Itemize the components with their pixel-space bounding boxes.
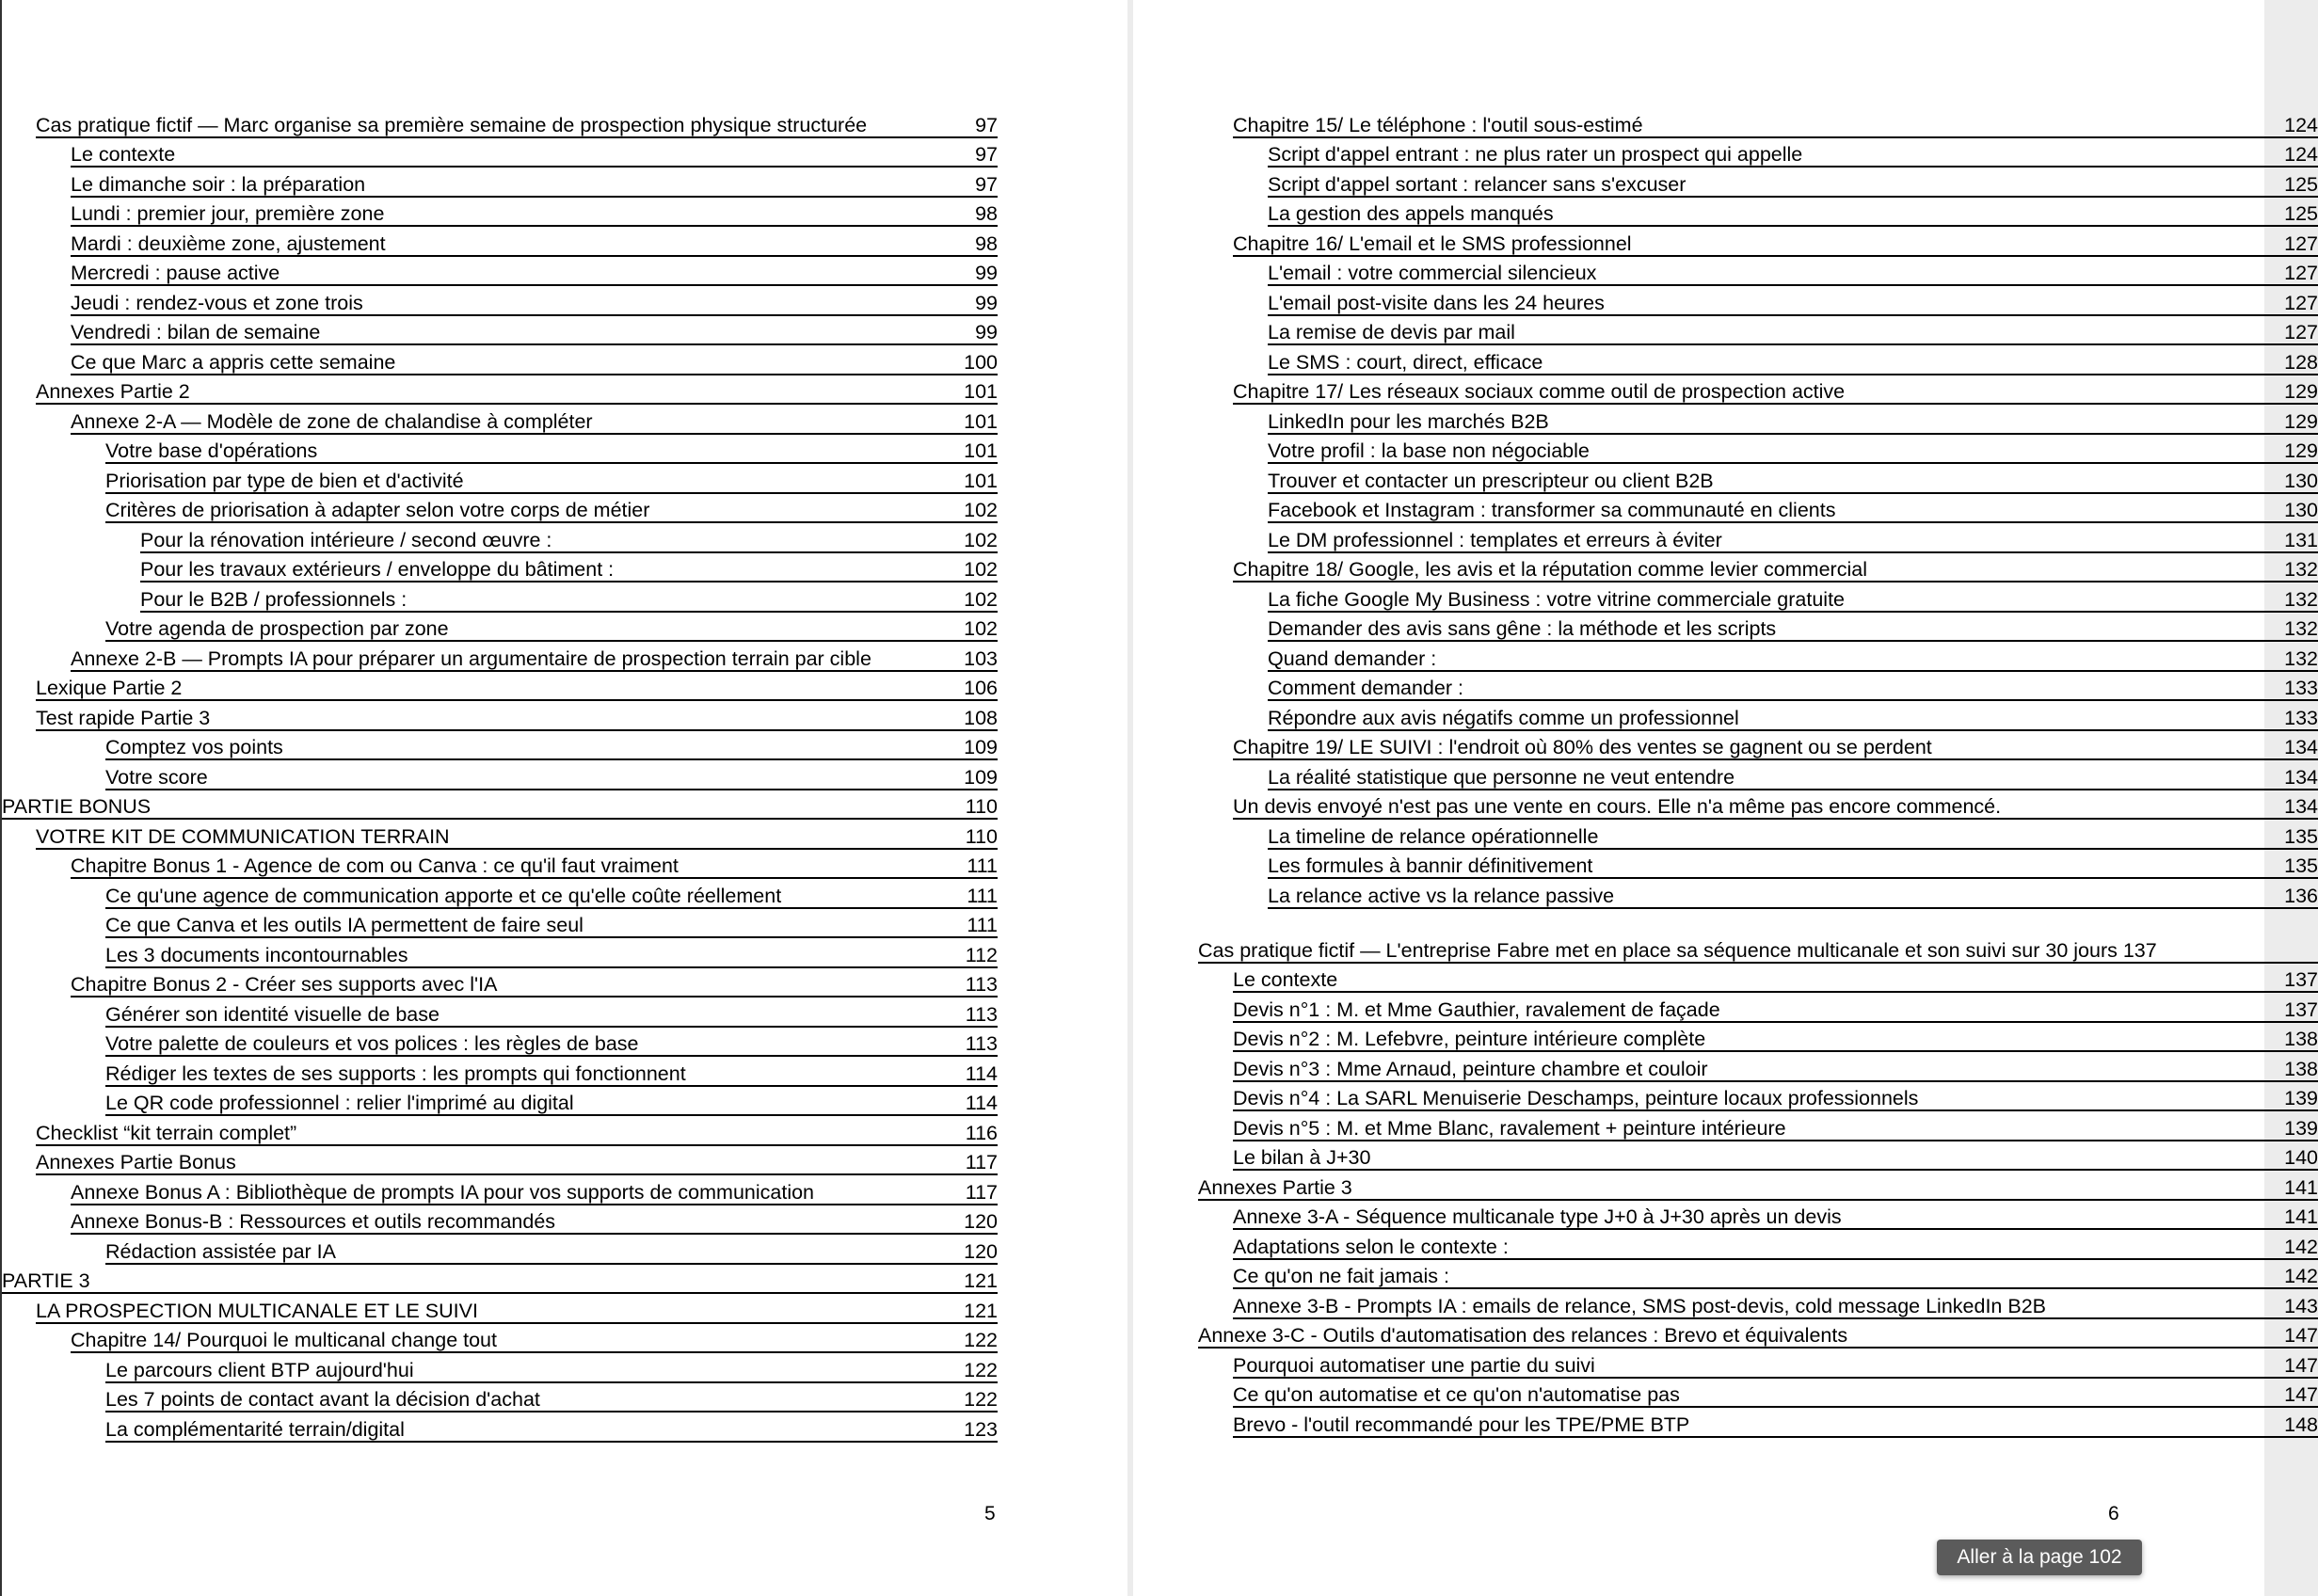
toc-entry[interactable] xyxy=(2,793,998,823)
toc-entry-title: Le parcours client BTP aujourd'hui xyxy=(105,1358,414,1381)
toc-entry[interactable] xyxy=(2,200,998,231)
toc-entry[interactable] xyxy=(1164,111,2318,141)
toc-entry-page: 135 xyxy=(2284,824,2318,848)
toc-entry-title: Devis n°5 : M. et Mme Blanc, ravalement + peinture intérieure xyxy=(1233,1116,1786,1140)
toc-entry[interactable] xyxy=(1164,1351,2318,1381)
toc-entry-title: Demander des avis sans gêne : la méthode et les scripts xyxy=(1268,617,1777,640)
toc-entry[interactable] xyxy=(2,1297,998,1327)
toc-entry-page: 122 xyxy=(964,1388,998,1411)
toc-entry[interactable] xyxy=(2,407,998,438)
toc-entry[interactable] xyxy=(1164,675,2318,705)
toc-entry-page: 122 xyxy=(964,1329,998,1351)
toc-entry[interactable] xyxy=(1164,170,2318,200)
toc-entry-title: Comptez vos points xyxy=(105,736,283,758)
toc-entry-page: 127 xyxy=(2284,291,2318,314)
toc-entry-title: La réalité statistique que personne ne veut entendre xyxy=(1268,765,1735,789)
toc-entry-page: 147 xyxy=(2284,1324,2318,1347)
toc-entry-page: 99 xyxy=(975,291,998,314)
toc-entry-page: 147 xyxy=(2284,1383,2318,1406)
toc-entry[interactable] xyxy=(2,467,998,497)
toc-entry-page: 132 xyxy=(2284,646,2318,670)
toc-entry-page: 120 xyxy=(964,1239,998,1263)
toc-entry-title: Annexe 3-B - Prompts IA : emails de relance, SMS post-devis, cold message LinkedIn B2B xyxy=(1233,1294,2046,1317)
toc-entry[interactable] xyxy=(1164,1144,2318,1174)
toc-entry-title: Ce qu'on ne fait jamais : xyxy=(1233,1265,1449,1287)
toc-entry[interactable] xyxy=(1164,793,2318,823)
toc-entry-title: Votre base d'opérations xyxy=(105,439,318,462)
toc-entry-page: 143 xyxy=(2284,1294,2318,1317)
toc-entry[interactable] xyxy=(1164,289,2318,319)
toc-entry-title: Critères de priorisation à adapter selon votre corps de métier xyxy=(105,499,650,521)
table-of-contents-left xyxy=(2,111,998,1445)
toc-entry-title: Générer son identité visuelle de base xyxy=(105,1002,440,1026)
toc-entry-page: 127 xyxy=(2284,231,2318,255)
toc-entry-title: Chapitre 16/ L'email et le SMS professionnel xyxy=(1233,231,1632,255)
toc-entry[interactable] xyxy=(2,853,998,883)
toc-entry-title: LinkedIn pour les marchés B2B xyxy=(1268,409,1549,433)
toc-entry[interactable] xyxy=(1164,1381,2318,1412)
toc-entry-title: Annexe 2-B — Prompts IA pour préparer un argumentaire de prospection terrain par cible xyxy=(71,646,871,670)
toc-entry-page: 129 xyxy=(2284,409,2318,433)
toc-entry[interactable] xyxy=(1164,556,2318,586)
toc-entry-page: 101 xyxy=(964,469,998,492)
toc-entry-title: Le contexte xyxy=(71,143,176,166)
toc-entry-title: Cas pratique fictif — Marc organise sa première semaine de prospection physique structurée xyxy=(36,113,868,136)
toc-entry-page: 114 xyxy=(965,1061,998,1085)
toc-entry-title: Annexes Partie 3 xyxy=(1198,1175,1352,1199)
toc-entry-title: Annexe 3-C - Outils d'automatisation des relances : Brevo et équivalents xyxy=(1198,1324,1848,1347)
toc-entry-title: La timeline de relance opérationnelle xyxy=(1268,824,1599,848)
page-number: 5 xyxy=(984,1503,996,1524)
toc-entry-title: Chapitre Bonus 1 - Agence de com ou Canva : ce qu'il faut vraiment xyxy=(71,854,679,877)
toc-entry[interactable] xyxy=(2,1356,998,1386)
toc-entry[interactable] xyxy=(1164,882,2318,912)
document-page-left xyxy=(0,0,1127,1596)
toc-entry-title: Trouver et contacter un prescripteur ou client B2B xyxy=(1268,469,1714,492)
toc-entry[interactable] xyxy=(2,971,998,1001)
toc-entry-title: Pour le B2B / professionnels : xyxy=(140,587,408,611)
toc-entry[interactable] xyxy=(1164,407,2318,438)
toc-entry[interactable] xyxy=(2,763,998,793)
toc-entry[interactable] xyxy=(2,289,998,319)
toc-entry-page: 99 xyxy=(975,262,998,284)
toc-entry-page: 121 xyxy=(964,1269,998,1292)
toc-entry-title: La relance active vs la relance passive xyxy=(1268,884,1615,907)
toc-entry[interactable] xyxy=(1164,1026,2318,1056)
toc-entry[interactable] xyxy=(1164,1173,2318,1204)
toc-entry-title: Le bilan à J+30 xyxy=(1233,1146,1371,1169)
toc-entry-title: Mardi : deuxième zone, ajustement xyxy=(71,231,386,255)
toc-entry[interactable] xyxy=(2,378,998,408)
toc-entry-title: Le DM professionnel : templates et erreurs à éviter xyxy=(1268,528,1722,551)
toc-entry-page: 135 xyxy=(2284,854,2318,877)
toc-entry-page: 113 xyxy=(965,1032,998,1055)
toc-entry[interactable] xyxy=(2,319,998,349)
toc-entry[interactable] xyxy=(1164,1055,2318,1085)
toc-entry-title: Votre profil : la base non négociable xyxy=(1268,439,1590,462)
toc-entry-title: Le dimanche soir : la préparation xyxy=(71,172,366,196)
toc-entry-title: Facebook et Instagram : transformer sa communauté en clients xyxy=(1268,499,1836,521)
toc-entry[interactable] xyxy=(2,141,998,171)
toc-entry-page: 102 xyxy=(964,587,998,611)
table-of-contents-right xyxy=(1164,111,2318,1441)
toc-entry-page: 97 xyxy=(975,113,998,136)
toc-entry-page: 124 xyxy=(2284,143,2318,166)
toc-entry-title: Les 7 points de contact avant la décision d'achat xyxy=(105,1388,540,1411)
toc-entry-title: Chapitre 14/ Pourquoi le multicanal change tout xyxy=(71,1329,497,1351)
toc-entry[interactable] xyxy=(1164,615,2318,646)
toc-entry[interactable] xyxy=(2,1178,998,1208)
toc-entry-title: PARTIE BONUS xyxy=(2,795,152,818)
toc-entry-title: Votre palette de couleurs et vos polices : les règles de base xyxy=(105,1032,639,1055)
toc-entry-title: Ce qu'une agence de communication apporte et ce qu'elle coûte réellement xyxy=(105,884,782,907)
toc-entry[interactable] xyxy=(1164,1114,2318,1144)
toc-entry[interactable] xyxy=(1164,141,2318,171)
toc-entry-title: Lundi : premier jour, première zone xyxy=(71,202,385,225)
toc-entry-page: 113 xyxy=(965,973,998,996)
toc-entry[interactable] xyxy=(1164,1204,2318,1234)
toc-entry-title: Annexes Partie 2 xyxy=(36,380,190,403)
toc-entry[interactable] xyxy=(2,230,998,260)
toc-entry-page: 97 xyxy=(975,143,998,166)
toc-entry-title: Script d'appel entrant : ne plus rater un prospect qui appelle xyxy=(1268,143,1803,166)
toc-entry-page: 139 xyxy=(2284,1116,2318,1140)
toc-entry-page: 125 xyxy=(2284,202,2318,225)
toc-entry-page: 130 xyxy=(2284,499,2318,521)
toc-entry[interactable] xyxy=(1164,966,2318,997)
toc-entry-title: Ce que Marc a appris cette semaine xyxy=(71,350,396,374)
toc-entry[interactable] xyxy=(1164,1263,2318,1293)
toc-entry-page: 122 xyxy=(964,1358,998,1381)
toc-entry[interactable] xyxy=(2,1090,998,1120)
toc-entry-page: 123 xyxy=(964,1417,998,1441)
toc-entry[interactable] xyxy=(1164,996,2318,1026)
toc-entry-title: Priorisation par type de bien et d'activité xyxy=(105,469,464,492)
toc-entry-title: Pour les travaux extérieurs / enveloppe du bâtiment : xyxy=(140,558,615,581)
toc-entry[interactable] xyxy=(2,675,998,705)
toc-entry-page: 140 xyxy=(2284,1146,2318,1169)
toc-entry-page: 132 xyxy=(2284,558,2318,581)
toc-entry-page: 108 xyxy=(964,706,998,729)
toc-entry[interactable] xyxy=(2,170,998,200)
toc-entry[interactable] xyxy=(2,734,998,764)
toc-entry-title: Annexe Bonus A : Bibliothèque de prompts IA pour vos supports de communication xyxy=(71,1180,815,1204)
toc-entry-page: 111 xyxy=(967,884,998,907)
toc-entry[interactable] xyxy=(2,1268,998,1298)
toc-entry-page: 132 xyxy=(2284,587,2318,611)
toc-entry[interactable] xyxy=(2,260,998,290)
toc-entry-page: 101 xyxy=(964,439,998,462)
toc-entry-title: Checklist “kit terrain complet” xyxy=(36,1121,297,1144)
toc-entry-title: Script d'appel sortant : relancer sans s'excuser xyxy=(1268,172,1687,196)
go-to-page-tooltip: Aller à la page 102 xyxy=(1937,1540,2142,1575)
toc-entry-page: 121 xyxy=(964,1299,998,1322)
toc-entry[interactable] xyxy=(2,111,998,141)
toc-entry-title: Lexique Partie 2 xyxy=(36,677,183,699)
toc-entry-title: Chapitre 17/ Les réseaux sociaux comme outil de prospection active xyxy=(1233,380,1846,403)
toc-entry[interactable] xyxy=(2,704,998,734)
toc-entry-page: 106 xyxy=(964,677,998,699)
toc-entry[interactable] xyxy=(2,615,998,646)
toc-entry-page: 134 xyxy=(2284,736,2318,758)
toc-entry[interactable] xyxy=(2,526,998,556)
toc-entry-page: 100 xyxy=(964,350,998,374)
toc-entry-title: Quand demander : xyxy=(1268,646,1437,670)
toc-entry-title: LA PROSPECTION MULTICANALE ET LE SUIVI xyxy=(36,1299,478,1322)
toc-entry-page: 110 xyxy=(965,795,998,818)
toc-entry-title: Annexes Partie Bonus xyxy=(36,1151,236,1173)
toc-entry[interactable] xyxy=(2,1327,998,1357)
toc-entry[interactable] xyxy=(1164,526,2318,556)
toc-entry[interactable] xyxy=(2,1119,998,1149)
toc-entry-title: Adaptations selon le contexte : xyxy=(1233,1235,1509,1258)
toc-entry-page: 116 xyxy=(965,1121,998,1144)
toc-entry-page: 117 xyxy=(965,1180,998,1204)
toc-entry-page: 137 xyxy=(2284,968,2318,991)
toc-entry-title: Le QR code professionnel : relier l'imprimé au digital xyxy=(105,1092,574,1114)
toc-entry[interactable] xyxy=(1164,200,2318,231)
toc-entry-title: Vendredi : bilan de semaine xyxy=(71,321,321,343)
toc-entry-title: Rédaction assistée par IA xyxy=(105,1239,336,1263)
toc-entry[interactable] xyxy=(1164,1085,2318,1115)
toc-entry-title: La fiche Google My Business : votre vitrine commerciale gratuite xyxy=(1268,587,1846,611)
toc-entry[interactable] xyxy=(1164,763,2318,793)
toc-entry-page: 133 xyxy=(2284,706,2318,729)
toc-entry[interactable] xyxy=(2,645,998,675)
toc-entry-page: 127 xyxy=(2284,262,2318,284)
toc-entry-title: Pour la rénovation intérieure / second œuvre : xyxy=(140,528,552,551)
toc-entry-page: 129 xyxy=(2284,380,2318,403)
toc-entry-title: Jeudi : rendez-vous et zone trois xyxy=(71,291,363,314)
toc-entry-title: Rédiger les textes de ses supports : les prompts qui fonctionnent xyxy=(105,1061,686,1085)
toc-entry[interactable] xyxy=(1164,319,2318,349)
toc-entry-title: Ce qu'on automatise et ce qu'on n'automatise pas xyxy=(1233,1383,1680,1406)
toc-entry-title: VOTRE KIT DE COMMUNICATION TERRAIN xyxy=(36,824,450,848)
toc-entry-title: Chapitre 19/ LE SUIVI : l'endroit où 80% des ventes se gagnent ou se perdent xyxy=(1233,736,1932,758)
toc-entry[interactable] xyxy=(1164,734,2318,764)
toc-entry-title: Cas pratique fictif — L'entreprise Fabre met en place sa séquence multicanale et son suivi sur 30 jours 137 xyxy=(1198,938,2157,962)
toc-entry-page: 97 xyxy=(975,172,998,196)
toc-entry-title: Répondre aux avis négatifs comme un professionnel xyxy=(1268,706,1739,729)
toc-entry-title: Devis n°2 : M. Lefebvre, peinture intérieure complète xyxy=(1233,1028,1706,1050)
toc-entry-page: 98 xyxy=(975,231,998,255)
toc-entry[interactable] xyxy=(1164,1233,2318,1263)
toc-entry-title: Ce que Canva et les outils IA permettent de faire seul xyxy=(105,914,583,936)
toc-entry-page: 138 xyxy=(2284,1028,2318,1050)
toc-entry-title: Chapitre Bonus 2 - Créer ses supports avec l'IA xyxy=(71,973,498,996)
toc-entry-title: Comment demander : xyxy=(1268,677,1463,699)
toc-entry-page: 125 xyxy=(2284,172,2318,196)
toc-entry-page: 110 xyxy=(965,824,998,848)
toc-entry[interactable] xyxy=(1164,1292,2318,1322)
toc-entry-page: 133 xyxy=(2284,677,2318,699)
toc-entry[interactable] xyxy=(1164,378,2318,408)
toc-entry-page: 109 xyxy=(964,765,998,789)
toc-entry-title: Le contexte xyxy=(1233,968,1338,991)
toc-entry[interactable] xyxy=(2,1000,998,1030)
toc-entry[interactable] xyxy=(1164,822,2318,853)
toc-entry-title: L'email : votre commercial silencieux xyxy=(1268,262,1597,284)
toc-entry[interactable] xyxy=(1164,645,2318,675)
toc-entry-page: 98 xyxy=(975,202,998,225)
toc-entry-page: 111 xyxy=(967,914,998,936)
toc-entry-title: Chapitre 18/ Google, les avis et la réputation comme levier commercial xyxy=(1233,558,1867,581)
toc-entry-page: 124 xyxy=(2284,113,2318,136)
toc-entry-page: 137 xyxy=(2284,998,2318,1021)
toc-entry-page: 142 xyxy=(2284,1265,2318,1287)
toc-entry[interactable] xyxy=(2,1415,998,1445)
toc-entry[interactable] xyxy=(2,1060,998,1090)
toc-entry-page: 132 xyxy=(2284,617,2318,640)
toc-entry[interactable] xyxy=(2,497,998,527)
page-number: 6 xyxy=(2108,1503,2119,1524)
toc-entry[interactable] xyxy=(2,1149,998,1179)
toc-entry-title: Mercredi : pause active xyxy=(71,262,280,284)
toc-entry[interactable] xyxy=(2,941,998,971)
document-page-right xyxy=(1133,0,2318,1596)
toc-entry-title: Devis n°1 : M. et Mme Gauthier, ravalement de façade xyxy=(1233,998,1720,1021)
toc-entry-title: Votre score xyxy=(105,765,208,789)
toc-entry-title: L'email post-visite dans les 24 heures xyxy=(1268,291,1605,314)
toc-entry[interactable] xyxy=(2,1208,998,1238)
toc-entry-page: 141 xyxy=(2284,1205,2318,1228)
toc-entry-title: Test rapide Partie 3 xyxy=(36,706,211,729)
toc-entry[interactable] xyxy=(1164,853,2318,883)
toc-entry-page: 102 xyxy=(964,528,998,551)
toc-entry-page: 138 xyxy=(2284,1057,2318,1080)
toc-entry-page: 120 xyxy=(964,1210,998,1233)
toc-entry-title: Annexe Bonus-B : Ressources et outils recommandés xyxy=(71,1210,556,1233)
toc-entry-title: Devis n°4 : La SARL Menuiserie Deschamps, peinture locaux professionnels xyxy=(1233,1087,1919,1109)
toc-entry-page: 117 xyxy=(965,1151,998,1173)
toc-entry[interactable] xyxy=(2,438,998,468)
toc-entry[interactable] xyxy=(1164,348,2318,378)
toc-entry-page: 103 xyxy=(964,646,998,670)
toc-entry-page: 142 xyxy=(2284,1235,2318,1258)
toc-entry-page: 102 xyxy=(964,499,998,521)
toc-entry-page: 112 xyxy=(965,943,998,966)
toc-entry-page: 129 xyxy=(2284,439,2318,462)
toc-entry[interactable] xyxy=(2,822,998,853)
toc-entry-title: Le SMS : court, direct, efficace xyxy=(1268,350,1543,374)
toc-entry-title: La gestion des appels manqués xyxy=(1268,202,1554,225)
toc-entry-title: La complémentarité terrain/digital xyxy=(105,1417,405,1441)
toc-entry-page: 147 xyxy=(2284,1353,2318,1377)
toc-entry-page: 136 xyxy=(2284,884,2318,907)
toc-entry-title: Chapitre 15/ Le téléphone : l'outil sous-estimé xyxy=(1233,113,1643,136)
toc-entry-page: 127 xyxy=(2284,321,2318,343)
toc-entry-title: Votre agenda de prospection par zone xyxy=(105,617,449,640)
toc-entry[interactable] xyxy=(2,556,998,586)
toc-entry-page: 130 xyxy=(2284,469,2318,492)
toc-entry-page: 101 xyxy=(964,409,998,433)
toc-entry-page: 101 xyxy=(964,380,998,403)
toc-entry-page: 139 xyxy=(2284,1087,2318,1109)
toc-entry-page: 134 xyxy=(2284,795,2318,818)
toc-entry-page: 111 xyxy=(967,854,998,877)
toc-entry[interactable] xyxy=(2,1386,998,1416)
toc-entry-page: 128 xyxy=(2284,350,2318,374)
toc-entry[interactable] xyxy=(2,1030,998,1061)
toc-entry-page: 102 xyxy=(964,558,998,581)
toc-entry-title: Devis n°3 : Mme Arnaud, peinture chambre et couloir xyxy=(1233,1057,1708,1080)
toc-entry-title: Les formules à bannir définitivement xyxy=(1268,854,1593,877)
toc-entry[interactable] xyxy=(1164,585,2318,615)
toc-entry-page: 99 xyxy=(975,321,998,343)
toc-entry[interactable] xyxy=(1164,438,2318,468)
toc-entry-page: 134 xyxy=(2284,765,2318,789)
toc-entry[interactable] xyxy=(1164,704,2318,734)
toc-entry[interactable] xyxy=(2,912,998,942)
toc-entry-title: Les 3 documents incontournables xyxy=(105,943,408,966)
toc-entry[interactable] xyxy=(1164,1411,2318,1441)
toc-entry[interactable] xyxy=(2,1237,998,1268)
toc-entry[interactable] xyxy=(2,348,998,378)
toc-entry[interactable] xyxy=(1164,260,2318,290)
toc-entry[interactable] xyxy=(1164,230,2318,260)
toc-entry-page: 113 xyxy=(965,1002,998,1026)
toc-entry-page: 141 xyxy=(2284,1175,2318,1199)
toc-entry[interactable] xyxy=(2,882,998,912)
toc-entry-title: Annexe 2-A — Modèle de zone de chalandise à compléter xyxy=(71,409,593,433)
toc-entry-title: PARTIE 3 xyxy=(2,1269,90,1292)
toc-entry-title: Pourquoi automatiser une partie du suivi xyxy=(1233,1353,1595,1377)
toc-entry-page: 131 xyxy=(2284,528,2318,551)
toc-entry-page: 109 xyxy=(964,736,998,758)
toc-entry-title: Un devis envoyé n'est pas une vente en cours. Elle n'a même pas encore commencé. xyxy=(1233,795,2002,818)
toc-entry[interactable] xyxy=(1164,467,2318,497)
toc-entry[interactable] xyxy=(1164,1322,2318,1352)
toc-entry-page: 114 xyxy=(965,1092,998,1114)
toc-entry-page: 102 xyxy=(964,617,998,640)
toc-entry[interactable] xyxy=(2,585,998,615)
toc-entry-title: La remise de devis par mail xyxy=(1268,321,1515,343)
toc-entry-title: Brevo - l'outil recommandé pour les TPE/PME BTP xyxy=(1233,1412,1690,1436)
toc-entry[interactable] xyxy=(1164,912,2318,966)
toc-entry-page: 148 xyxy=(2284,1412,2318,1436)
toc-entry-title: Annexe 3-A - Séquence multicanale type J+0 à J+30 après un devis xyxy=(1233,1205,1842,1228)
toc-entry[interactable] xyxy=(1164,497,2318,527)
